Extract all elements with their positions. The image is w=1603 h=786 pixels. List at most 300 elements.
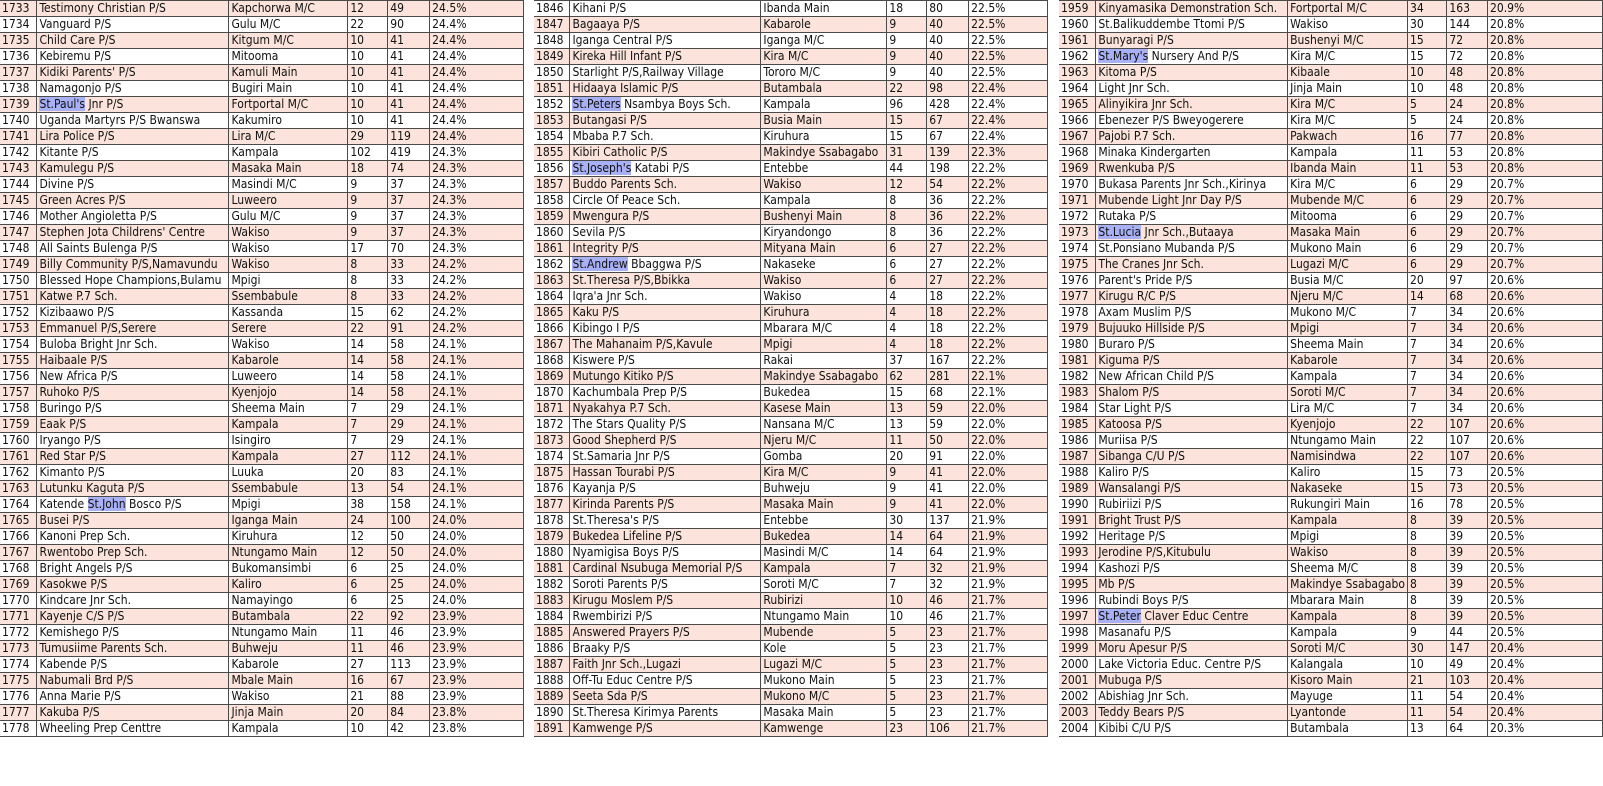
school-name: Starlight P/S,Railway Village	[572, 65, 724, 79]
count-a-cell: 9	[348, 209, 388, 225]
percent-cell: 21.7%	[969, 721, 1048, 737]
count-a-cell: 9	[887, 17, 927, 33]
district-cell: Masaka Main	[1288, 225, 1408, 241]
percent-cell: 24.4%	[430, 49, 524, 65]
count-a-cell: 6	[348, 577, 388, 593]
school-cell	[37, 705, 229, 721]
district-cell: Kabarole	[229, 353, 348, 369]
count-a-cell: 8	[348, 257, 388, 273]
district-cell: Sheema Main	[1288, 337, 1408, 353]
rank-cell: 1761	[0, 449, 37, 465]
school-cell	[570, 257, 761, 273]
count-a-cell: 8	[1407, 529, 1446, 545]
percent-cell: 22.0%	[969, 497, 1048, 513]
count-a-cell: 8	[1407, 545, 1446, 561]
district-cell: Namayingo	[229, 593, 348, 609]
highlighted-saint-name: St.Peter	[1098, 609, 1141, 623]
school-name: The Mahanaim P/S,Kavule	[572, 337, 713, 351]
count-a-cell: 22	[1407, 449, 1446, 465]
count-a-cell: 7	[1407, 305, 1446, 321]
district-cell: Soroti M/C	[1288, 641, 1408, 657]
school-cell	[570, 241, 761, 257]
rank-cell: 1866	[534, 321, 570, 337]
count-a-cell: 8	[1407, 513, 1446, 529]
rank-cell: 1887	[534, 657, 570, 673]
percent-cell: 22.2%	[969, 289, 1048, 305]
table-block-2	[534, 0, 1048, 737]
district-cell: Kira M/C	[761, 49, 887, 65]
count-b-cell: 73	[1447, 481, 1488, 497]
percent-cell: 24.4%	[430, 81, 524, 97]
count-a-cell: 22	[1407, 433, 1446, 449]
table-row	[1059, 641, 1603, 657]
district-cell: Mubende M/C	[1288, 193, 1408, 209]
count-b-cell: 39	[1447, 609, 1488, 625]
school-cell	[1096, 433, 1288, 449]
table-row	[534, 545, 1048, 561]
table-row	[0, 401, 524, 417]
school-name: St.Ponsiano Mubanda P/S	[1098, 241, 1235, 255]
count-a-cell: 13	[1407, 721, 1446, 737]
count-a-cell: 30	[1407, 17, 1446, 33]
district-cell: Gomba	[761, 449, 887, 465]
count-a-cell: 12	[348, 545, 388, 561]
percent-cell: 21.7%	[969, 705, 1048, 721]
district-cell: Mayuge	[1288, 689, 1408, 705]
count-a-cell: 6	[1407, 241, 1446, 257]
school-cell	[37, 497, 229, 513]
school-cell	[37, 385, 229, 401]
school-name: Kebiremu P/S	[39, 49, 112, 63]
count-a-cell: 4	[887, 305, 927, 321]
school-name: Lutunku Kaguta P/S	[39, 481, 145, 495]
table-row	[1059, 145, 1603, 161]
district-cell: Kibaale	[1288, 65, 1408, 81]
table-row	[1059, 289, 1603, 305]
count-b-cell: 68	[1447, 289, 1488, 305]
school-name: Emmanuel P/S,Serere	[39, 321, 157, 335]
table-row	[1059, 577, 1603, 593]
percent-cell: 24.2%	[430, 289, 524, 305]
count-a-cell: 10	[1407, 65, 1446, 81]
school-cell	[1096, 417, 1288, 433]
rank-cell: 1886	[534, 641, 570, 657]
table-row	[0, 257, 524, 273]
table-row	[534, 657, 1048, 673]
count-a-cell: 96	[887, 97, 927, 113]
percent-cell: 20.8%	[1488, 65, 1603, 81]
percent-cell: 24.1%	[430, 481, 524, 497]
count-a-cell: 15	[887, 385, 927, 401]
count-a-cell: 6	[1407, 177, 1446, 193]
rank-cell: 1765	[0, 513, 37, 529]
school-name: Mutungo Kitiko P/S	[572, 369, 674, 383]
district-cell: Kampala	[1288, 609, 1408, 625]
table-row	[1059, 465, 1603, 481]
count-a-cell: 12	[348, 1, 388, 17]
percent-cell: 20.8%	[1488, 129, 1603, 145]
district-cell: Kampala	[229, 449, 348, 465]
percent-cell: 21.7%	[969, 657, 1048, 673]
school-cell	[570, 161, 761, 177]
table-row	[534, 417, 1048, 433]
district-cell: Wakiso	[1288, 17, 1408, 33]
count-b-cell: 40	[927, 65, 969, 81]
table-row	[534, 241, 1048, 257]
count-a-cell: 21	[1407, 673, 1446, 689]
district-cell: Bukomansimbi	[229, 561, 348, 577]
count-b-cell: 37	[388, 225, 430, 241]
rank-cell: 1848	[534, 33, 570, 49]
percent-cell: 20.6%	[1488, 433, 1603, 449]
count-b-cell: 281	[927, 369, 969, 385]
rank-cell: 1881	[534, 561, 570, 577]
school-name: Kirugu Moslem P/S	[572, 593, 674, 607]
school-cell	[1096, 289, 1288, 305]
table-row	[1059, 529, 1603, 545]
district-cell: Sheema Main	[229, 401, 348, 417]
district-cell: Kapchorwa M/C	[229, 1, 348, 17]
school-cell	[1096, 497, 1288, 513]
district-cell: Sheema M/C	[1288, 561, 1408, 577]
rank-cell: 1969	[1059, 161, 1096, 177]
rank-cell: 1876	[534, 481, 570, 497]
district-cell: Mubende	[761, 625, 887, 641]
table-row	[1059, 97, 1603, 113]
count-a-cell: 9	[887, 33, 927, 49]
school-name: Ruhoko P/S	[39, 385, 100, 399]
school-name: St.Samaria Jnr P/S	[572, 449, 670, 463]
school-name: Buringo P/S	[39, 401, 102, 415]
rank-cell: 1748	[0, 241, 37, 257]
rank-cell: 1735	[0, 33, 37, 49]
school-name: Kinyamasika Demonstration Sch.	[1098, 1, 1278, 15]
table-row	[534, 673, 1048, 689]
count-a-cell: 5	[887, 673, 927, 689]
school-cell	[37, 129, 229, 145]
district-cell: Lira M/C	[229, 129, 348, 145]
school-name: Kakuba P/S	[39, 705, 100, 719]
rank-cell: 1760	[0, 433, 37, 449]
count-b-cell: 23	[927, 705, 969, 721]
count-a-cell: 6	[887, 273, 927, 289]
count-a-cell: 13	[348, 481, 388, 497]
count-b-cell: 41	[388, 65, 430, 81]
table-row	[0, 209, 524, 225]
count-b-cell: 90	[388, 17, 430, 33]
count-a-cell: 18	[348, 161, 388, 177]
district-cell: Wakiso	[229, 257, 348, 273]
table-row	[0, 129, 524, 145]
rank-cell: 1736	[0, 49, 37, 65]
table-row	[1059, 209, 1603, 225]
highlighted-saint-name: St.John	[87, 497, 126, 511]
rank-cell: 1988	[1059, 465, 1096, 481]
count-a-cell: 7	[887, 561, 927, 577]
rank-cell: 1878	[534, 513, 570, 529]
table-row	[0, 385, 524, 401]
school-cell	[1096, 321, 1288, 337]
count-b-cell: 32	[927, 561, 969, 577]
rank-cell: 1999	[1059, 641, 1096, 657]
school-name: Bosco P/S	[125, 497, 182, 511]
count-a-cell: 9	[348, 225, 388, 241]
count-b-cell: 39	[1447, 529, 1488, 545]
district-cell: Njeru M/C	[1288, 289, 1408, 305]
district-cell: Butambala	[761, 81, 887, 97]
school-cell	[37, 97, 229, 113]
rank-cell: 1983	[1059, 385, 1096, 401]
count-b-cell: 34	[1447, 385, 1488, 401]
count-a-cell: 10	[348, 113, 388, 129]
count-a-cell: 7	[348, 417, 388, 433]
count-b-cell: 44	[1447, 625, 1488, 641]
percent-cell: 24.0%	[430, 545, 524, 561]
count-b-cell: 25	[388, 561, 430, 577]
school-name: Child Care P/S	[39, 33, 116, 47]
school-name: Mb P/S	[1098, 577, 1135, 591]
school-cell	[1096, 305, 1288, 321]
school-cell	[1096, 113, 1288, 129]
table-row	[0, 577, 524, 593]
percent-cell: 24.3%	[430, 161, 524, 177]
count-b-cell: 23	[927, 673, 969, 689]
count-a-cell: 5	[887, 705, 927, 721]
district-cell: Kampala	[761, 561, 887, 577]
table-row	[534, 129, 1048, 145]
table-row	[534, 97, 1048, 113]
percent-cell: 21.9%	[969, 561, 1048, 577]
school-cell	[570, 593, 761, 609]
percent-cell: 23.9%	[430, 689, 524, 705]
count-a-cell: 9	[887, 49, 927, 65]
count-a-cell: 10	[348, 65, 388, 81]
rank-cell: 1874	[534, 449, 570, 465]
rank-cell: 1870	[534, 385, 570, 401]
district-cell: Kamwenge	[761, 721, 887, 737]
table-row	[0, 465, 524, 481]
count-a-cell: 8	[1407, 593, 1446, 609]
district-cell: Kira M/C	[761, 465, 887, 481]
school-name: Buloba Bright Jnr Sch.	[39, 337, 158, 351]
rank-cell: 1994	[1059, 561, 1096, 577]
district-cell: Kira M/C	[1288, 113, 1408, 129]
table-row	[0, 161, 524, 177]
count-b-cell: 41	[927, 465, 969, 481]
rank-cell: 1965	[1059, 97, 1096, 113]
percent-cell: 24.1%	[430, 449, 524, 465]
school-name: Kindcare Jnr Sch.	[39, 593, 131, 607]
school-name: Kamwenge P/S	[572, 721, 653, 735]
table-row	[534, 273, 1048, 289]
school-name: Bright Angels P/S	[39, 561, 133, 575]
district-cell: Jinja Main	[229, 705, 348, 721]
percent-cell: 22.2%	[969, 305, 1048, 321]
count-a-cell: 12	[887, 177, 927, 193]
district-cell: Kampala	[1288, 145, 1408, 161]
count-a-cell: 11	[1407, 705, 1446, 721]
school-cell	[37, 225, 229, 241]
count-b-cell: 27	[927, 257, 969, 273]
count-a-cell: 4	[887, 337, 927, 353]
rank-cell: 1746	[0, 209, 37, 225]
school-cell	[1096, 529, 1288, 545]
rank-cell: 1883	[534, 593, 570, 609]
count-b-cell: 53	[1447, 161, 1488, 177]
percent-cell: 20.6%	[1488, 385, 1603, 401]
count-a-cell: 5	[887, 689, 927, 705]
count-b-cell: 23	[927, 625, 969, 641]
district-cell: Namisindwa	[1288, 449, 1408, 465]
table-row	[1059, 497, 1603, 513]
school-name: Kizibaawo P/S	[39, 305, 115, 319]
table-row	[534, 49, 1048, 65]
district-cell: Kasese Main	[761, 401, 887, 417]
school-cell	[570, 273, 761, 289]
table-row	[0, 433, 524, 449]
school-cell	[37, 17, 229, 33]
count-a-cell: 6	[1407, 193, 1446, 209]
school-name: The Cranes Jnr Sch.	[1098, 257, 1204, 271]
count-a-cell: 22	[348, 17, 388, 33]
school-cell	[37, 481, 229, 497]
percent-cell: 24.1%	[430, 401, 524, 417]
rank-cell: 1970	[1059, 177, 1096, 193]
rank-cell: 1884	[534, 609, 570, 625]
table-row	[534, 401, 1048, 417]
count-a-cell: 11	[887, 433, 927, 449]
count-b-cell: 34	[1447, 305, 1488, 321]
table-row	[1059, 177, 1603, 193]
count-b-cell: 54	[927, 177, 969, 193]
rank-cell: 1770	[0, 593, 37, 609]
count-b-cell: 88	[388, 689, 430, 705]
school-name: Iryango P/S	[39, 433, 101, 447]
rank-cell: 1776	[0, 689, 37, 705]
ranking-table	[0, 0, 524, 737]
count-a-cell: 9	[887, 465, 927, 481]
table-row	[0, 561, 524, 577]
table-row	[0, 641, 524, 657]
district-cell: Kyenjojo	[229, 385, 348, 401]
district-cell: Mpigi	[1288, 321, 1408, 337]
school-name: Bagaaya P/S	[572, 17, 641, 31]
school-name: Wheeling Prep Centtre	[39, 721, 162, 735]
table-row	[0, 81, 524, 97]
count-a-cell: 5	[1407, 97, 1446, 113]
school-cell	[37, 689, 229, 705]
district-cell: Masindi M/C	[761, 545, 887, 561]
rank-cell: 1888	[534, 673, 570, 689]
table-row	[1059, 481, 1603, 497]
school-cell	[570, 641, 761, 657]
count-b-cell: 37	[388, 193, 430, 209]
district-cell: Wakiso	[229, 241, 348, 257]
school-name: Minaka Kindergarten	[1098, 145, 1211, 159]
count-a-cell: 14	[348, 369, 388, 385]
district-cell: Serere	[229, 321, 348, 337]
school-cell	[570, 529, 761, 545]
count-b-cell: 46	[388, 641, 430, 657]
school-name: Busei P/S	[39, 513, 90, 527]
school-name: Stephen Jota Childrens' Centre	[39, 225, 205, 239]
district-cell: Kira M/C	[1288, 49, 1408, 65]
count-a-cell: 11	[1407, 161, 1446, 177]
percent-cell: 20.5%	[1488, 577, 1603, 593]
table-row	[1059, 241, 1603, 257]
percent-cell: 22.0%	[969, 417, 1048, 433]
table-row	[534, 289, 1048, 305]
school-name: Circle Of Peace Sch.	[572, 193, 681, 207]
count-b-cell: 39	[1447, 513, 1488, 529]
school-cell	[37, 177, 229, 193]
table-row	[534, 321, 1048, 337]
rank-cell: 1962	[1059, 49, 1096, 65]
count-a-cell: 9	[348, 177, 388, 193]
school-name: Kaku P/S	[572, 305, 620, 319]
percent-cell: 24.1%	[430, 369, 524, 385]
percent-cell: 24.4%	[430, 17, 524, 33]
school-cell	[37, 721, 229, 737]
school-cell	[570, 145, 761, 161]
school-cell	[570, 129, 761, 145]
count-a-cell: 9	[348, 193, 388, 209]
percent-cell: 20.5%	[1488, 545, 1603, 561]
school-cell	[1096, 241, 1288, 257]
percent-cell: 22.2%	[969, 225, 1048, 241]
rank-cell: 1860	[534, 225, 570, 241]
count-a-cell: 10	[1407, 81, 1446, 97]
school-name: Kayenje C/S P/S	[39, 609, 125, 623]
rank-cell: 1985	[1059, 417, 1096, 433]
percent-cell: 22.2%	[969, 161, 1048, 177]
count-a-cell: 8	[348, 289, 388, 305]
rank-cell: 1971	[1059, 193, 1096, 209]
school-name: New Africa P/S	[39, 369, 118, 383]
school-cell	[570, 353, 761, 369]
rank-cell: 1869	[534, 369, 570, 385]
district-cell: Rakai	[761, 353, 887, 369]
school-name: Namagonjo P/S	[39, 81, 122, 95]
school-cell	[1096, 17, 1288, 33]
percent-cell: 20.8%	[1488, 97, 1603, 113]
school-cell	[1096, 609, 1288, 625]
school-name: Katoosa P/S	[1098, 417, 1162, 431]
percent-cell: 20.4%	[1488, 657, 1603, 673]
count-a-cell: 7	[348, 433, 388, 449]
table-row	[1059, 545, 1603, 561]
rank-cell: 1871	[534, 401, 570, 417]
school-cell	[37, 161, 229, 177]
table-row	[0, 529, 524, 545]
table-row	[0, 193, 524, 209]
district-cell: Makindye Ssabagabo	[761, 145, 887, 161]
district-cell: Mityana Main	[761, 241, 887, 257]
percent-cell: 20.6%	[1488, 353, 1603, 369]
district-cell: Luweero	[229, 193, 348, 209]
percent-cell: 22.4%	[969, 129, 1048, 145]
count-a-cell: 10	[348, 97, 388, 113]
percent-cell: 21.7%	[969, 689, 1048, 705]
count-a-cell: 5	[1407, 113, 1446, 129]
count-a-cell: 11	[1407, 689, 1446, 705]
count-a-cell: 38	[348, 497, 388, 513]
school-cell	[570, 609, 761, 625]
table-row	[534, 625, 1048, 641]
school-name: Axam Muslim P/S	[1098, 305, 1192, 319]
district-cell: Lira M/C	[1288, 401, 1408, 417]
school-cell	[1096, 625, 1288, 641]
